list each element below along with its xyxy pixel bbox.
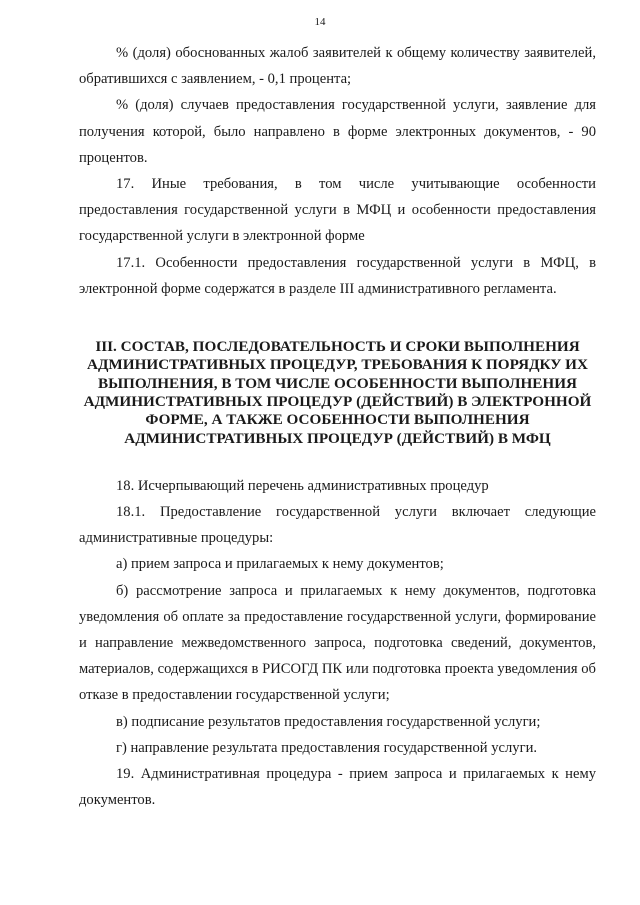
paragraph-electronic-share: % (доля) случаев предоставления государственной услуги, заявление для получения которой, было направлено в форме электронных документов, - 90 процентов. bbox=[79, 97, 596, 166]
page-number: 14 bbox=[314, 16, 326, 28]
paragraph-complaints-share: % (доля) обоснованных жалоб заявителей к общему количеству заявителей, обратившихся с заявлением, - 0,1 процента; bbox=[79, 45, 596, 88]
list-item-b: б) рассмотрение запроса и прилагаемых к нему документов, подготовка уведомления об оплате за предоставление государственной услуги, формирование и направление межведомственного запроса, подготовка сведений, документов, материалов, содержащихся в РИСОГД ПК или подготовка проекта уведомления об отказе в предоставлении государственной услуги; bbox=[79, 582, 596, 704]
list-item-v: в) подписание результатов предоставления государственной услуги; bbox=[116, 713, 541, 730]
list-item-a: а) прием запроса и прилагаемых к нему документов; bbox=[116, 556, 444, 573]
paragraph-18: 18. Исчерпывающий перечень административных процедур bbox=[116, 477, 489, 494]
paragraph-19: 19. Административная процедура - прием запроса и прилагаемых к нему документов. bbox=[79, 766, 596, 809]
list-item-g: г) направление результата предоставления государственной услуги. bbox=[116, 739, 538, 756]
page-body bbox=[79, 40, 596, 813]
section-heading: III. СОСТАВ, ПОСЛЕДОВАТЕЛЬНОСТЬ И СРОКИ ВЫПОЛНЕНИЯ АДМИНИСТРАТИВНЫХ ПРОЦЕДУР, ТРЕБОВАНИЯ К ПОРЯДКУ ИХ ВЫПОЛНЕНИЯ, В ТОМ ЧИСЛЕ ОСОБЕННОСТИ ВЫПОЛНЕНИЯ АДМИНИСТРАТИВНЫХ ПРОЦЕДУР (ДЕЙСТВИЙ) В ЭЛЕКТРОННОЙ ФОРМЕ, А ТАКЖЕ ОСОБЕННОСТИ ВЫПОЛНЕНИЯ АДМИНИСТРАТИВНЫХ ПРОЦЕДУР (ДЕЙСТВИЙ) В МФЦ bbox=[83, 338, 592, 447]
paragraph-18-1: 18.1. Предоставление государственной услуги включает следующие административные процедуры: bbox=[79, 504, 596, 547]
paragraph-17: 17. Иные требования, в том числе учитывающие особенности предоставления государственной услуги в МФЦ и особенности предоставления государственной услуги в электронной форме bbox=[79, 176, 596, 245]
paragraph-17-1: 17.1. Особенности предоставления государственной услуги в МФЦ, в электронной форме содержатся в разделе III административного регламента. bbox=[79, 254, 596, 297]
